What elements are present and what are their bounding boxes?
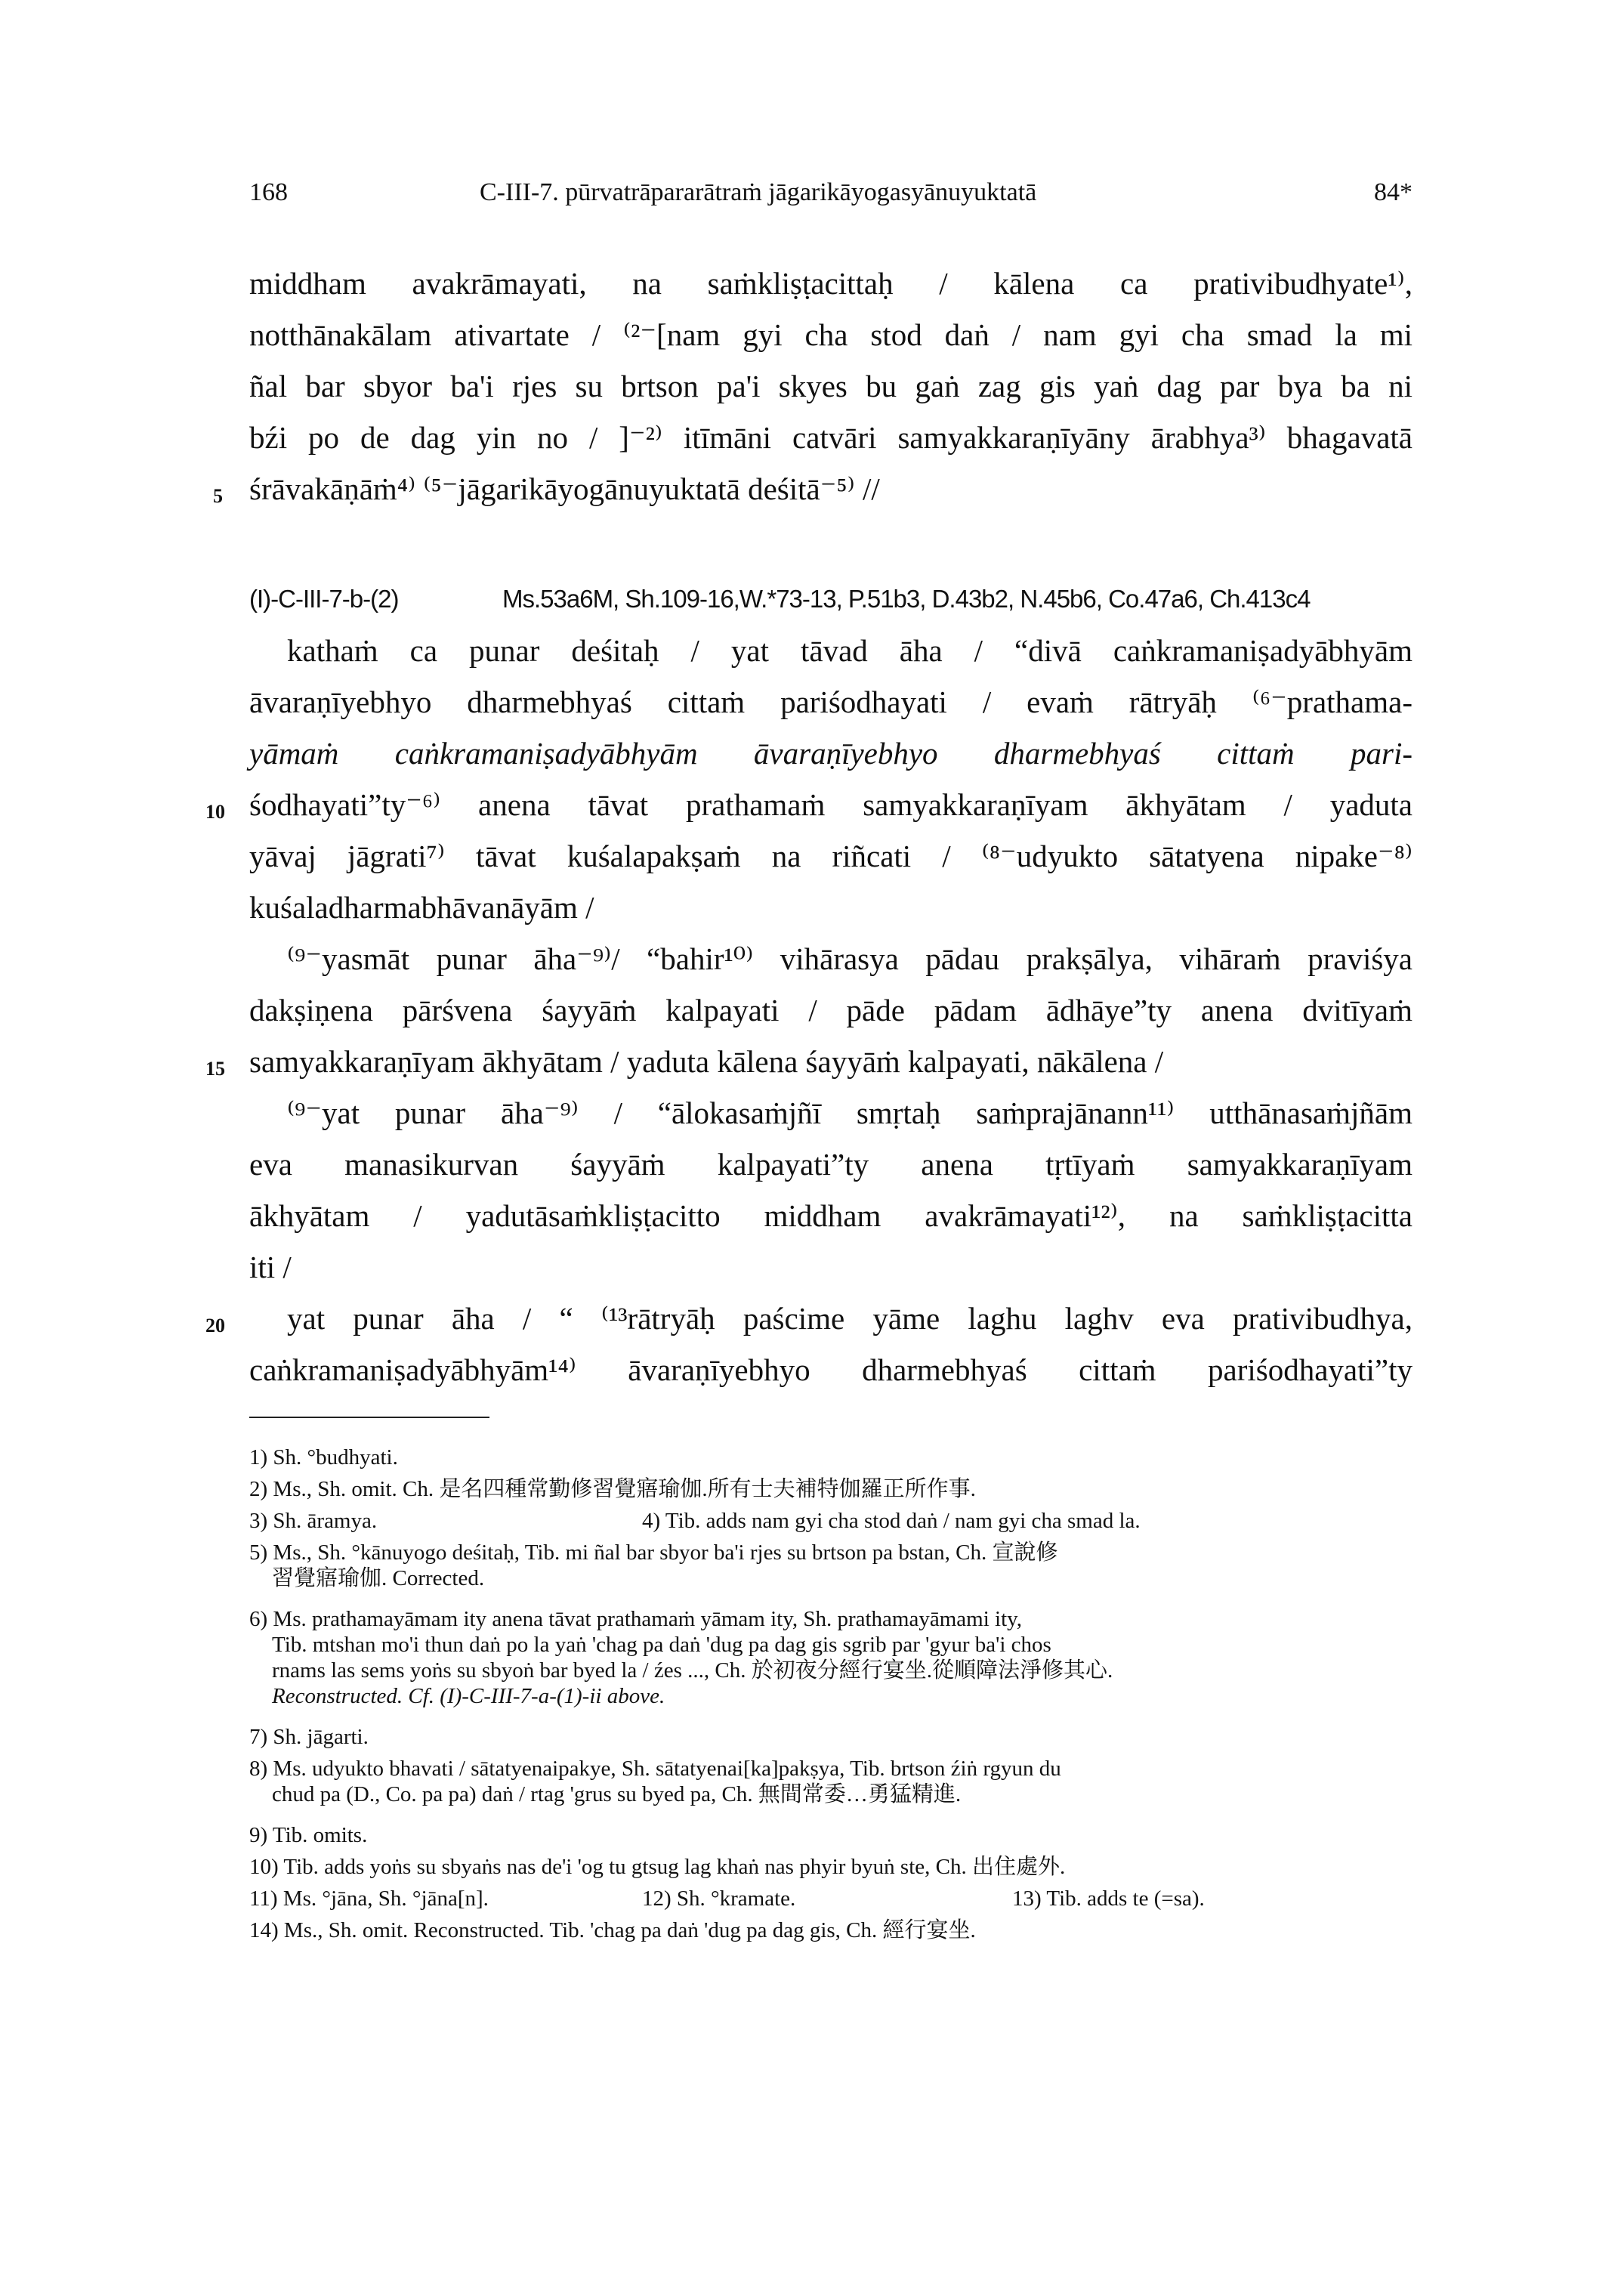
footnote: 10) Tib. adds yoṅs su sbyaṅs nas de'i 'og tu gtsug lag khaṅ nas phyir byuṅ ste, Ch. 出住處外. (249, 1855, 1066, 1879)
footnote-line: chud pa (D., Co. pa pa) daṅ / rtag 'grus su byed pa, Ch. 無間常委…勇猛精進. (272, 1782, 962, 1806)
text-line: yat punar āha / “ ⁽¹³rātryāḥ paścime yāme laghu laghv eva prativibudhya, (287, 1301, 1413, 1336)
running-title: C-III-7. pūrvatrāpararātraṁ jāgarikāyogasyānuyuktatā (480, 178, 1037, 206)
text-line: ⁽⁹⁻yasmāt punar āha⁻⁹⁾/ “bahir¹⁰⁾ vihārasya pādau prakṣālya, vihāraṁ praviśya (287, 941, 1413, 976)
text-line: notthānakālam ativartate / ⁽²⁻[nam gyi cha stod daṅ / nam gyi cha smad la mi (249, 317, 1413, 352)
line-number: 15 (205, 1058, 225, 1080)
footnote-line: 習覺寤瑜伽. Corrected. (272, 1566, 485, 1590)
text-line: middham avakrāmayati, na saṁkliṣṭacittaḥ / kālena ca prativibudhyate¹⁾, (249, 266, 1413, 301)
section-sources: Ms.53a6M, Sh.109-16,W.*73-13, P.51b3, D.43b2, N.45b6, Co.47a6, Ch.413c4 (502, 585, 1311, 613)
footnote-3: 3) Sh. āramya. (249, 1509, 378, 1533)
text-line: caṅkramaniṣadyābhyām¹⁴⁾ āvaraṇīyebhyo dharmebhyaś cittaṁ pariśodhayati”ty (249, 1352, 1413, 1387)
text-line: samyakkaraṇīyam ākhyātam / yaduta kālena śayyāṁ kalpayati, nākālena / (249, 1044, 1164, 1079)
text-line: ākhyātam / yadutāsaṁkliṣṭacitto middham avakrāmayati¹²⁾, na saṁkliṣṭacitta (249, 1198, 1413, 1233)
footnote: 1) Sh. °budhyati. (249, 1445, 398, 1469)
text-line: yāvaj jāgrati⁷⁾ tāvat kuśalapakṣaṁ na riñcati / ⁽⁸⁻udyukto sātatyena nipake⁻⁸⁾ (249, 839, 1413, 873)
section-id: (I)-C-III-7-b-(2) (249, 585, 399, 613)
footnote (249, 1508, 1416, 1534)
footnote-13: 13) Tib. adds te (=sa). (1012, 1887, 1205, 1911)
footnote (249, 1540, 1416, 1591)
page-number: 168 (249, 178, 288, 206)
line-number: 20 (205, 1315, 225, 1337)
line-number: 5 (213, 485, 223, 507)
footnote-line: rnams las sems yoṅs su sbyoṅ bar byed la / źes ..., Ch. 於初夜分經行宴坐.從順障法淨修其心. (272, 1658, 1113, 1683)
footnote: 14) Ms., Sh. omit. Reconstructed. Tib. 'chag pa daṅ 'dug pa dag gis, Ch. 經行宴坐. (249, 1918, 976, 1942)
text-line: śodhayati”ty⁻⁶⁾ anena tāvat prathamaṁ samyakkaraṇīyam ākhyātam / yaduta (249, 787, 1413, 822)
footnote-line: 8) Ms. udyukto bhavati / sātatyenaipakye, Sh. sātatyenai[ka]pakṣya, Tib. brtson źiṅ rgyun du (249, 1757, 1061, 1781)
footnote-line: 5) Ms., Sh. °kānuyogo deśitaḥ, Tib. mi ñal bar sbyor ba'i rjes su brtson pa bstan, Ch. 宣說修 (249, 1540, 1058, 1565)
text-line: kuśaladharmabhāvanāyām / (249, 890, 594, 925)
footnote-11: 11) Ms. °jāna, Sh. °jāna[n]. (249, 1887, 489, 1911)
footnote-line: Reconstructed. Cf. (I)-C-III-7-a-(1)-ii above. (272, 1684, 665, 1708)
text-line: iti / (249, 1250, 292, 1284)
running-header (249, 178, 1413, 224)
footnote-divider (249, 1417, 489, 1418)
text-line: dakṣiṇena pārśvena śayyāṁ kalpayati / pāde pādam ādhāye”ty anena dvitīyaṁ (249, 993, 1413, 1027)
footnote-line: Tib. mtshan mo'i thun daṅ po la yaṅ 'chag pa daṅ 'dug pa dag gis sgrib par 'gyur ba'i chos (272, 1633, 1051, 1657)
text-line: āvaraṇīyebhyo dharmebhyaś cittaṁ pariśodhayati / evaṁ rātryāḥ ⁽⁶⁻prathama- (249, 684, 1413, 719)
text-line: yāmaṁ caṅkramaniṣadyābhyām āvaraṇīyebhyo dharmebhyaś cittaṁ pari- (249, 736, 1413, 771)
text-line: ñal bar sbyor ba'i rjes su brtson pa'i skyes bu gaṅ zag gis yaṅ dag par bya ba ni (249, 369, 1413, 403)
footnote (249, 1606, 1416, 1709)
line-number: 10 (205, 801, 225, 823)
text-line: kathaṁ ca punar deśitaḥ / yat tāvad āha / “divā caṅkramaniṣadyābhyām (287, 633, 1413, 668)
text-line: ⁽⁹⁻yat punar āha⁻⁹⁾ / “ālokasaṁjñī smṛtaḥ saṁprajānann¹¹⁾ utthānasaṁjñām (287, 1095, 1413, 1130)
text-line: bźi po de dag yin no / ]⁻²⁾ itīmāni catvāri samyakkaraṇīyāny ārabhya³⁾ bhagavatā (249, 420, 1413, 455)
footnote: 2) Ms., Sh. omit. Ch. 是名四種常勤修習覺寤瑜伽.所有士夫補特伽羅正所作事. (249, 1477, 976, 1501)
footnote: 7) Sh. jāgarti. (249, 1725, 369, 1749)
footnote-12: 12) Sh. °kramate. (642, 1887, 796, 1911)
footnote: 9) Tib. omits. (249, 1823, 368, 1847)
text-line: eva manasikurvan śayyāṁ kalpayati”ty anena tṛtīyaṁ samyakkaraṇīyam (249, 1147, 1413, 1182)
folio-number: 84* (1374, 178, 1413, 206)
footnote (249, 1886, 1416, 1911)
footnote-line: 6) Ms. prathamayāmam ity anena tāvat prathamaṁ yāmam ity, Sh. prathamayāmami ity, (249, 1607, 1023, 1631)
section-reference (249, 585, 1310, 613)
text-line: śrāvakāṇāṁ⁴⁾ ⁽⁵⁻jāgarikāyogānuyuktatā deśitā⁻⁵⁾ // (249, 471, 880, 506)
footnote-4: 4) Tib. adds nam gyi cha stod daṅ / nam gyi cha smad la. (642, 1509, 1141, 1533)
footnote (249, 1756, 1416, 1807)
